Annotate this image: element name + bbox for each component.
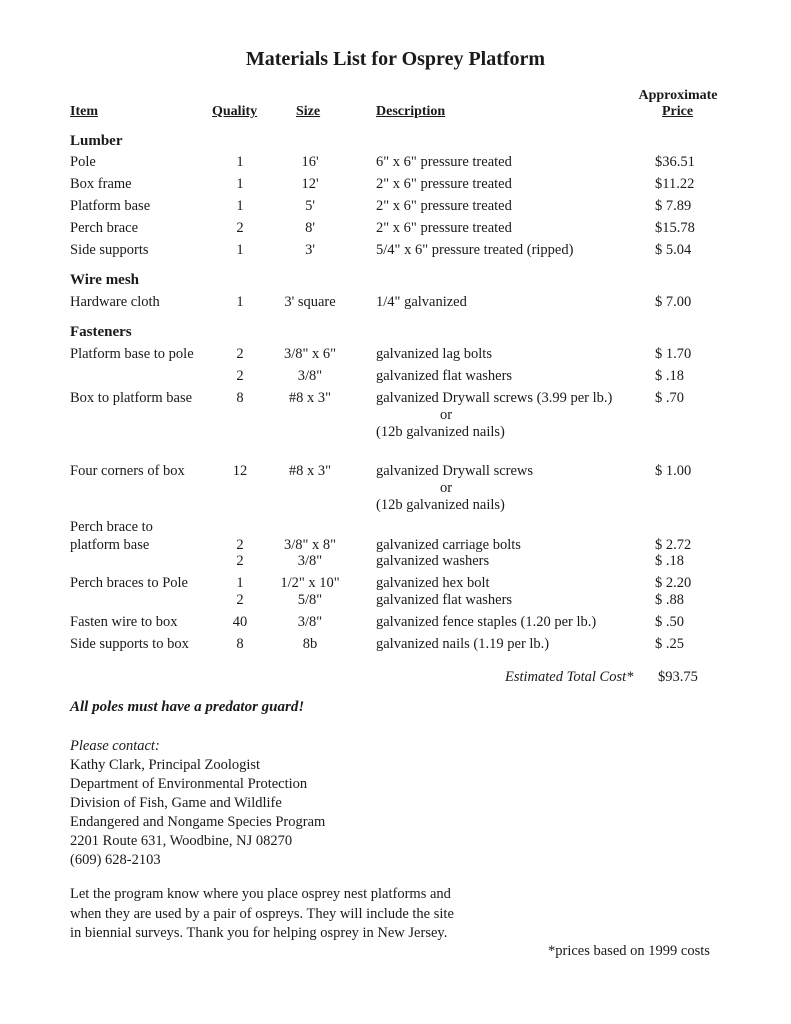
row-desc: galvanized flat washers <box>376 368 513 384</box>
row-desc-alt: (12b galvanized nails) <box>376 497 505 513</box>
row-size: #8 x 3" <box>288 390 332 406</box>
contact-line: Kathy Clark, Principal Zoologist <box>70 757 261 773</box>
table-row <box>0 176 791 196</box>
row-size: 5' <box>305 198 315 214</box>
contact-block <box>70 737 325 870</box>
row-price: $ 1.70 <box>655 346 692 362</box>
table-row <box>0 242 791 262</box>
row-desc: galvanized lag bolts <box>376 346 492 362</box>
table-row <box>0 614 791 634</box>
table-row-continuation <box>0 424 791 444</box>
row-size: 12' <box>301 176 319 192</box>
row-desc: galvanized hex bolt <box>376 575 490 591</box>
row-price: $ .25 <box>655 636 684 652</box>
row-qty: 2 <box>236 592 244 608</box>
closing-note <box>70 885 454 944</box>
row-desc: galvanized flat washers <box>376 592 513 608</box>
row-qty: 8 <box>236 390 244 406</box>
row-item: Box to platform base <box>70 390 193 406</box>
row-size: 3/8" <box>297 614 323 630</box>
row-desc: galvanized washers <box>376 553 490 569</box>
header-item: Item <box>70 104 98 119</box>
row-size: 3/8" <box>297 553 323 569</box>
row-qty: 8 <box>236 636 244 652</box>
header-quantity: Quality <box>212 104 258 119</box>
row-desc: galvanized nails (1.19 per lb.) <box>376 636 550 652</box>
section-fasteners: Fasteners <box>70 324 132 340</box>
row-size: 5/8" <box>297 592 323 608</box>
table-row <box>0 294 791 314</box>
row-price: $15.78 <box>655 220 695 236</box>
table-row <box>0 154 791 174</box>
row-desc: galvanized fence staples (1.20 per lb.) <box>376 614 597 630</box>
row-desc: 5/4" x 6" pressure treated (ripped) <box>376 242 574 258</box>
row-item: platform base <box>70 537 150 553</box>
row-price: $11.22 <box>655 176 695 192</box>
row-price: $ .50 <box>655 614 684 630</box>
section-wire-mesh: Wire mesh <box>70 272 140 288</box>
row-desc-or: or <box>439 407 453 423</box>
row-qty: 2 <box>236 553 244 569</box>
row-desc: galvanized Drywall screws <box>376 463 534 479</box>
row-price: $ 5.04 <box>655 242 692 258</box>
row-item: Platform base <box>70 198 151 214</box>
total-label: Estimated Total Cost* <box>505 669 634 685</box>
row-item: Fasten wire to box <box>70 614 178 630</box>
row-price: $ .70 <box>655 390 684 406</box>
note-line: when they are used by a pair of ospreys. They will include the site <box>70 905 454 922</box>
price-footnote: *prices based on 1999 costs <box>548 943 710 959</box>
table-row <box>0 220 791 240</box>
row-price: $36.51 <box>655 154 695 170</box>
row-qty: 1 <box>236 242 244 258</box>
row-desc: galvanized Drywall screws (3.99 per lb.) <box>376 390 613 406</box>
row-price: $ .18 <box>655 553 684 569</box>
predator-guard-warning: All poles must have a predator guard! <box>70 699 305 715</box>
row-qty: 1 <box>236 575 244 591</box>
section-lumber: Lumber <box>70 133 123 149</box>
row-item: Pole <box>70 154 96 170</box>
row-item: Side supports <box>70 242 149 258</box>
row-size: 3/8" <box>297 368 323 384</box>
row-size: #8 x 3" <box>288 463 332 479</box>
note-line: Let the program know where you place osprey nest platforms and <box>70 886 451 902</box>
row-item: Perch brace to <box>70 519 153 535</box>
row-qty: 2 <box>236 346 244 362</box>
table-row <box>0 553 791 573</box>
row-qty: 2 <box>236 220 244 236</box>
page-title: Materials List for Osprey Platform <box>245 48 546 70</box>
row-price: $ .88 <box>655 592 684 608</box>
row-size: 3' square <box>284 294 336 310</box>
row-desc: 6" x 6" pressure treated <box>376 154 512 170</box>
row-desc: galvanized carriage bolts <box>376 537 521 553</box>
row-size: 8' <box>305 220 315 236</box>
header-price-line1: Approximate <box>638 88 718 103</box>
row-qty: 1 <box>236 154 244 170</box>
row-price: $ 2.72 <box>655 537 692 553</box>
row-price: $ .18 <box>655 368 684 384</box>
table-row <box>0 592 791 612</box>
row-desc: 2" x 6" pressure treated <box>376 198 512 214</box>
row-item: Side supports to box <box>70 636 189 652</box>
contact-line: (609) 628-2103 <box>70 852 161 868</box>
row-qty: 1 <box>236 176 244 192</box>
header-size: Size <box>296 104 321 119</box>
row-item: Hardware cloth <box>70 294 160 310</box>
row-qty: 40 <box>232 614 248 630</box>
row-desc: 1/4" galvanized <box>376 294 467 310</box>
contact-line: 2201 Route 631, Woodbine, NJ 08270 <box>70 833 293 849</box>
header-description: Description <box>376 104 446 119</box>
table-row-continuation <box>0 519 791 539</box>
header-price-line2: Price <box>662 104 694 119</box>
row-item: Box frame <box>70 176 132 192</box>
row-desc-alt: (12b galvanized nails) <box>376 424 505 440</box>
row-item: Perch braces to Pole <box>70 575 188 591</box>
row-size: 3/8" x 6" <box>283 346 337 362</box>
table-row <box>0 198 791 218</box>
row-desc: 2" x 6" pressure treated <box>376 220 512 236</box>
row-qty: 2 <box>236 368 244 384</box>
row-item: Four corners of box <box>70 463 185 479</box>
row-qty: 1 <box>236 294 244 310</box>
table-row <box>0 636 791 656</box>
row-size: 8b <box>302 636 318 652</box>
contact-line: Department of Environmental Protection <box>70 776 308 792</box>
row-price: $ 7.00 <box>655 294 692 310</box>
row-qty: 1 <box>236 198 244 214</box>
total-value: $93.75 <box>658 669 698 685</box>
row-size: 3/8" x 8" <box>283 537 337 553</box>
contact-label: Please contact: <box>70 738 160 754</box>
table-row <box>0 368 791 388</box>
row-item: Perch brace <box>70 220 139 236</box>
row-desc-or: or <box>439 480 453 496</box>
contact-line: Division of Fish, Game and Wildlife <box>70 795 282 811</box>
row-size: 1/2" x 10" <box>280 575 340 591</box>
row-price: $ 2.20 <box>655 575 692 591</box>
row-size: 3' <box>305 242 315 258</box>
row-item: Platform base to pole <box>70 346 194 362</box>
row-qty: 2 <box>236 537 244 553</box>
row-price: $ 1.00 <box>655 463 692 479</box>
table-row-continuation <box>0 497 791 517</box>
table-row <box>0 346 791 366</box>
row-desc: 2" x 6" pressure treated <box>376 176 512 192</box>
row-price: $ 7.89 <box>655 198 692 214</box>
contact-line: Endangered and Nongame Species Program <box>70 814 326 830</box>
note-line: in biennial surveys. Thank you for helping osprey in New Jersey. <box>70 925 448 941</box>
row-qty: 12 <box>232 463 248 479</box>
row-size: 16' <box>301 154 319 170</box>
